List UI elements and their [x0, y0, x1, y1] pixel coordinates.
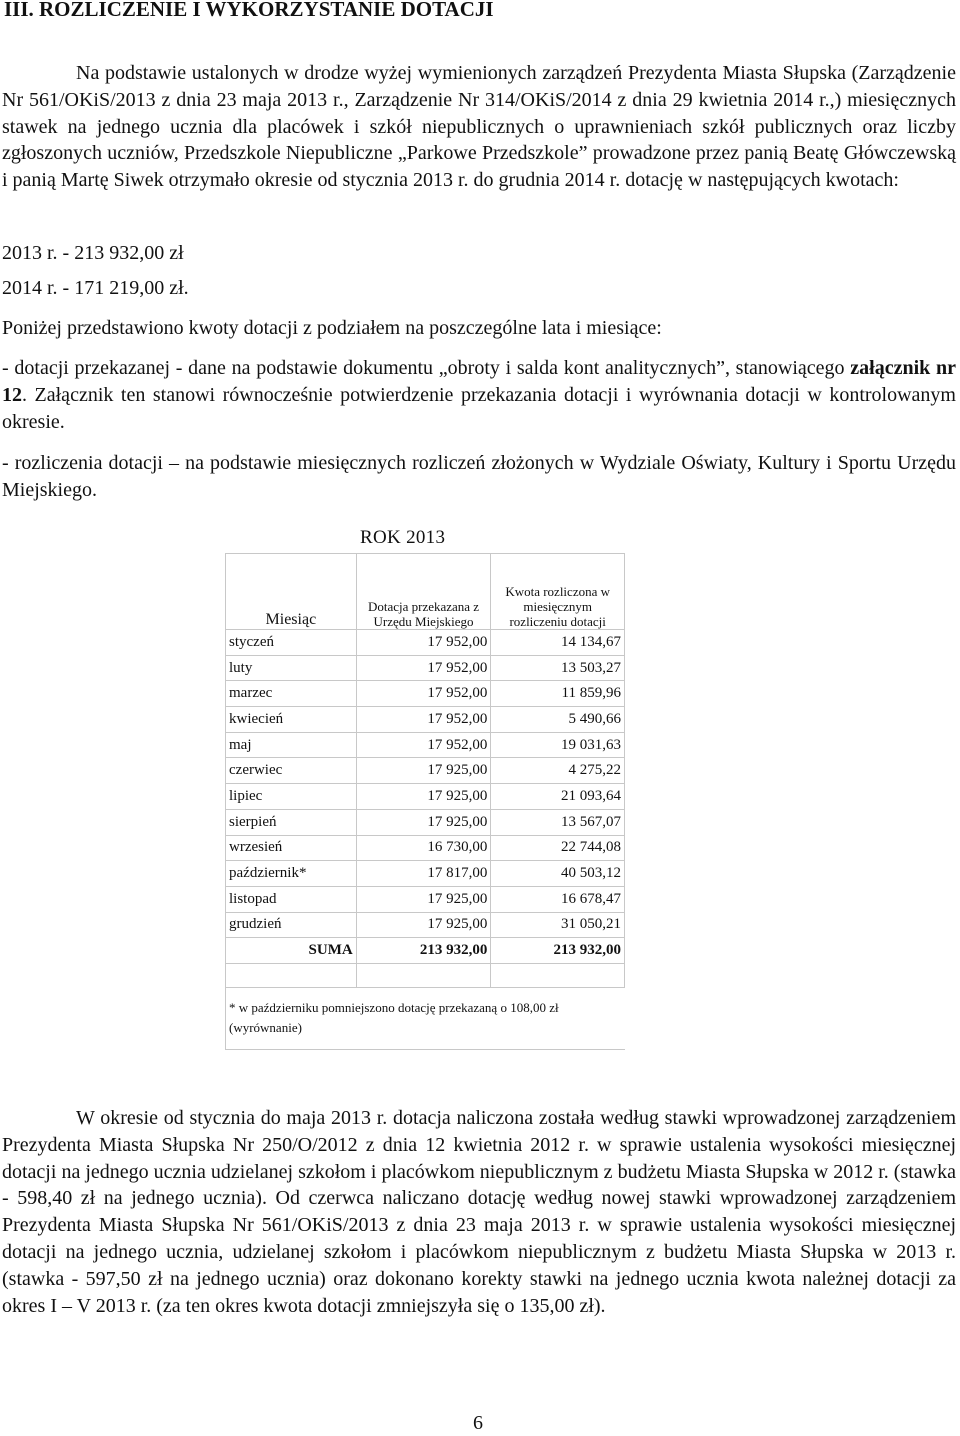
cell-month: czerwiec: [226, 758, 357, 784]
section-heading: III. ROZLICZENIE I WYKORZYSTANIE DOTACJI: [4, 0, 494, 21]
cell-dotacja: 17 952,00: [356, 630, 491, 656]
table-row: [226, 784, 625, 810]
cell-kwota: 22 744,08: [491, 835, 625, 861]
below-text: Poniżej przedstawiono kwoty dotacji z podziałem na poszczególne lata i miesiące:: [2, 317, 662, 339]
intro-text: Na podstawie ustalonych w drodze wyżej wymienionych zarządzeń Prezydenta Miasta Słupska (Zarządzenie Nr 561/OKiS/2013 z dnia 23 maja 2013 r., Zarządzenie Nr 314/OKiS/2014 z dnia 29 kwietnia 2014 r.,) miesięcznych stawek na jednego ucznia dla placówek i szkół niepublicznych o uprawnieniach szkół publicznych oraz liczby zgłoszonych uczniów, Przedszkole Niepubliczne „Parkowe Przedszkole” prowadzone przez panią Beatę Główczewską i panią Martę Siwek otrzymało okresie od stycznia 2013 r. do grudnia 2014 r. dotację w następujących kwotach:: [2, 62, 956, 192]
cell-month: październik*: [226, 861, 357, 887]
cell-month: lipiec: [226, 784, 357, 810]
closing-text: W okresie od stycznia do maja 2013 r. dotacja naliczona została według stawki wprowadzonej zarządzeniem Prezydenta Miasta Słupska Nr 250/O/2012 z dnia 12 kwietnia 2012 r. w sprawie ustalenia wysokości miesięcznej dotacji na jednego ucznia udzielanej szkołom i placówkom niepublicznym z budżetu Miasta Słupska w 2012 r. (stawka - 598,40 zł na jednego ucznia). Od czerwca naliczano dotację według nowej stawki wprowadzonej zarządzeniem Prezydenta Miasta Słupska Nr 561/OKiS/2013 z dnia 23 maja 2013 r. w sprawie ustalenia wysokości miesięcznej dotacji na jednego ucznia, udzielanej szkołom i placówkom niepublicznym z budżetu Miasta Słupska w 2013 r. (stawka - 597,50 zł na jednego ucznia) oraz dokonano korekty stawki na jednego ucznia kwota należnej dotacji za okres I – V 2013 r. (za ten okres kwota dotacji zmniejszyła się o 135,00 zł).: [2, 1107, 956, 1317]
table-row: [226, 630, 625, 656]
table-body: [226, 630, 625, 1050]
cell-month: marzec: [226, 681, 357, 707]
table-row: [226, 758, 625, 784]
cell-month: wrzesień: [226, 835, 357, 861]
cell-kwota: 31 050,21: [491, 912, 625, 938]
cell-month: grudzień: [226, 912, 357, 938]
cell-dotacja: 17 952,00: [356, 681, 491, 707]
sum-row: [226, 938, 625, 964]
blank-cell: [491, 963, 625, 987]
header-month: Miesiąc: [226, 554, 357, 630]
cell-dotacja: 17 925,00: [356, 912, 491, 938]
sum-kwota: 213 932,00: [491, 938, 625, 964]
cell-month: luty: [226, 655, 357, 681]
subsidy-table: [225, 553, 625, 1050]
header-dotacja: Dotacja przekazana z Urzędu Miejskiego: [356, 554, 491, 630]
cell-kwota: 13 567,07: [491, 809, 625, 835]
sum-label: SUMA: [226, 938, 357, 964]
table-row: [226, 732, 625, 758]
amount-2013: 2013 r. - 213 932,00 zł: [2, 242, 184, 264]
cell-kwota: 16 678,47: [491, 886, 625, 912]
bullet1-post: . Załącznik ten stanowi równocześnie potwierdzenie przekazania dotacji i wyrównania dotacji w kontrolowanym okresie.: [2, 383, 956, 433]
cell-kwota: 14 134,67: [491, 630, 625, 656]
cell-dotacja: 16 730,00: [356, 835, 491, 861]
table-row: [226, 835, 625, 861]
cell-kwota: 21 093,64: [491, 784, 625, 810]
blank-cell: [226, 963, 357, 987]
cell-dotacja: 17 952,00: [356, 707, 491, 733]
table-row: [226, 886, 625, 912]
table-title: ROK 2013: [360, 527, 446, 548]
table-row: [226, 809, 625, 835]
cell-dotacja: 17 817,00: [356, 861, 491, 887]
table-row: [226, 655, 625, 681]
cell-kwota: 11 859,96: [491, 681, 625, 707]
intro-paragraph: [2, 60, 956, 194]
cell-month: styczeń: [226, 630, 357, 656]
cell-kwota: 40 503,12: [491, 861, 625, 887]
cell-month: sierpień: [226, 809, 357, 835]
bullet-dotacji-przekazanej: [2, 355, 956, 435]
cell-kwota: 19 031,63: [491, 732, 625, 758]
table-header-row: [226, 554, 625, 630]
cell-dotacja: 17 952,00: [356, 655, 491, 681]
cell-kwota: 5 490,66: [491, 707, 625, 733]
cell-dotacja: 17 952,00: [356, 732, 491, 758]
note-row: [226, 987, 625, 1049]
bullet1-pre: - dotacji przekazanej - dane na podstawie dokumentu „obroty i salda kont analitycznych”, stanowiącego: [2, 357, 851, 379]
cell-dotacja: 17 925,00: [356, 758, 491, 784]
bullet-rozliczenia: - rozliczenia dotacji – na podstawie miesięcznych rozliczeń złożonych w Wydziale Oświaty, Kultury i Sportu Urzędu Miejskiego.: [2, 452, 956, 501]
blank-row: [226, 963, 625, 987]
cell-kwota: 4 275,22: [491, 758, 625, 784]
cell-month: maj: [226, 732, 357, 758]
table-footnote: * w październiku pomniejszono dotację przekazaną o 108,00 zł (wyrównanie): [226, 987, 625, 1049]
sum-dotacja: 213 932,00: [356, 938, 491, 964]
page-number: 6: [473, 1412, 483, 1434]
header-kwota: Kwota rozliczona w miesięcznym rozliczeniu dotacji: [491, 554, 625, 630]
cell-dotacja: 17 925,00: [356, 886, 491, 912]
cell-dotacja: 17 925,00: [356, 809, 491, 835]
table-row: [226, 707, 625, 733]
table-row: [226, 681, 625, 707]
blank-cell: [356, 963, 491, 987]
table-row: [226, 912, 625, 938]
closing-paragraph: [2, 1105, 956, 1319]
amount-2014: 2014 r. - 171 219,00 zł.: [2, 277, 189, 299]
cell-month: listopad: [226, 886, 357, 912]
cell-dotacja: 17 925,00: [356, 784, 491, 810]
table-row: [226, 861, 625, 887]
cell-month: kwiecień: [226, 707, 357, 733]
cell-kwota: 13 503,27: [491, 655, 625, 681]
attachment-ref: załącznik nr 12: [2, 357, 956, 406]
